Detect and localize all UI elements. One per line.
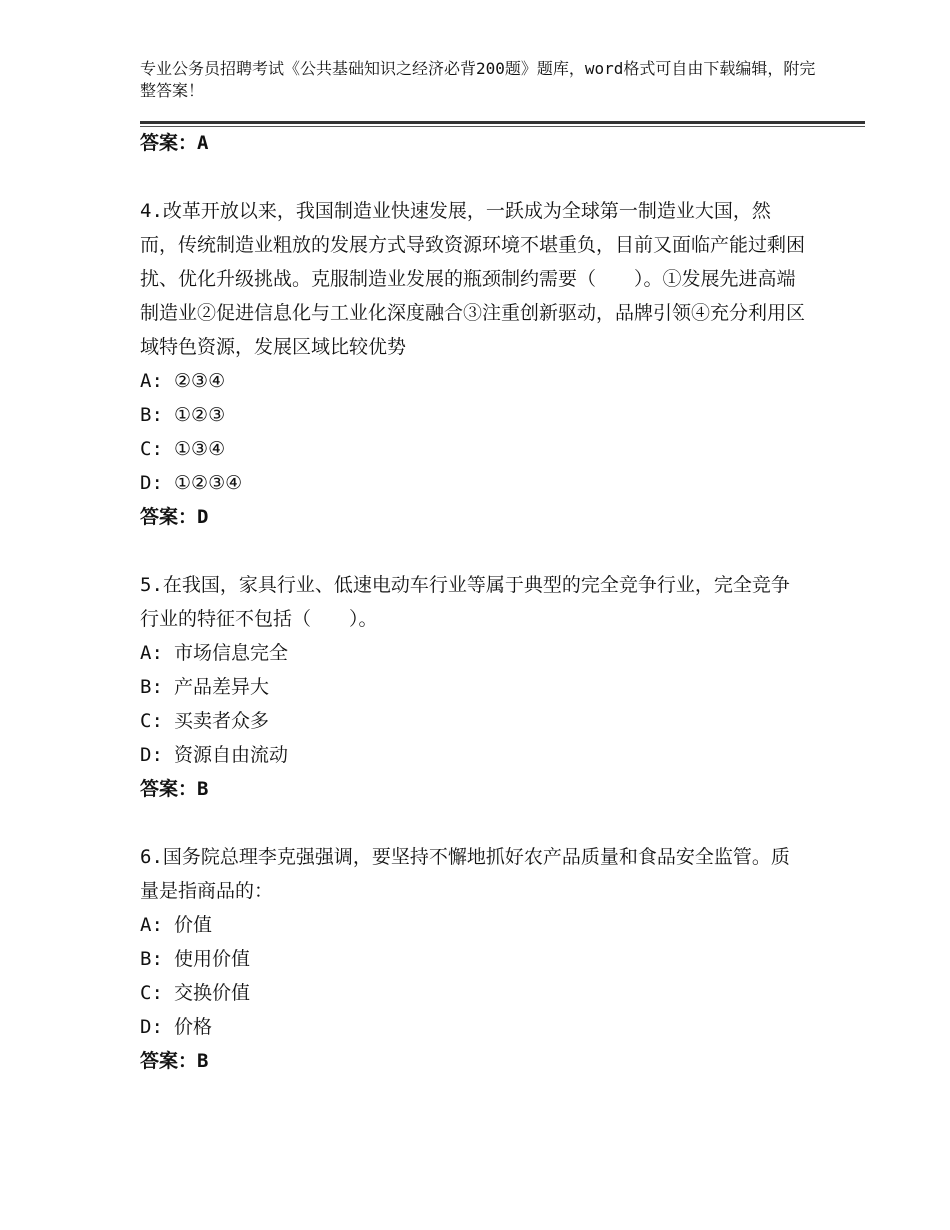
option-d [140,466,805,500]
option-letter: A: [140,642,163,664]
option-c [140,704,805,738]
document-body [140,126,805,1078]
option-b [140,398,805,432]
question-6 [140,840,805,1078]
option-text: 产品差异大 [174,676,270,698]
question-5 [140,568,805,806]
option-letter: C: [140,710,163,732]
option-c [140,976,805,1010]
option-letter: B: [140,676,163,698]
option-a [140,364,805,398]
option-letter: A: [140,370,163,392]
option-letter: D: [140,744,163,766]
option-c [140,432,805,466]
option-text: 资源自由流动 [174,744,289,766]
header-rule-thick [140,121,865,124]
question-stem: 6.国务院总理李克强强调，要坚持不懈地抓好农产品质量和食品安全监管。质量是指商品的： [140,846,790,902]
option-a [140,636,805,670]
answer-q4: 答案：D [140,506,209,528]
answer-q3: 答案：A [140,132,209,154]
option-text: 使用价值 [174,948,251,970]
option-text: 价值 [174,914,213,936]
option-letter: D: [140,1016,163,1038]
option-letter: D: [140,472,163,494]
option-a [140,908,805,942]
option-text: ①②③④ [174,472,243,494]
page-header: 专业公务员招聘考试《公共基础知识之经济必背200题》题库，word格式可自由下载编辑，附完整答案！ [140,59,816,100]
option-b [140,670,805,704]
answer-q6: 答案：B [140,1050,209,1072]
answer-q5: 答案：B [140,778,209,800]
option-text: 价格 [174,1016,213,1038]
option-text: ①③④ [174,438,226,460]
option-letter: B: [140,404,163,426]
question-4 [140,194,805,534]
option-text: 买卖者众多 [174,710,270,732]
question-stem: 4.改革开放以来，我国制造业快速发展，一跃成为全球第一制造业大国，然而，传统制造业粗放的发展方式导致资源环境不堪重负，目前又面临产能过剩困扰、优化升级挑战。克服制造业发展的瓶颈制约需要（ ）。①发展先进高端制造业②促进信息化与工业化深度融合③注重创新驱动，品牌引领④充分利用区域特色资源，发展区域比较优势 [140,200,806,358]
option-text: ①②③ [174,404,226,426]
option-text: ②③④ [174,370,226,392]
option-text: 交换价值 [174,982,251,1004]
option-d [140,738,805,772]
option-text: 市场信息完全 [174,642,289,664]
option-b [140,942,805,976]
option-letter: C: [140,982,163,1004]
question-stem: 5.在我国，家具行业、低速电动车行业等属于典型的完全竞争行业，完全竞争行业的特征不包括（ ）。 [140,574,790,630]
option-letter: B: [140,948,163,970]
option-letter: C: [140,438,163,460]
option-d [140,1010,805,1044]
option-letter: A: [140,914,163,936]
